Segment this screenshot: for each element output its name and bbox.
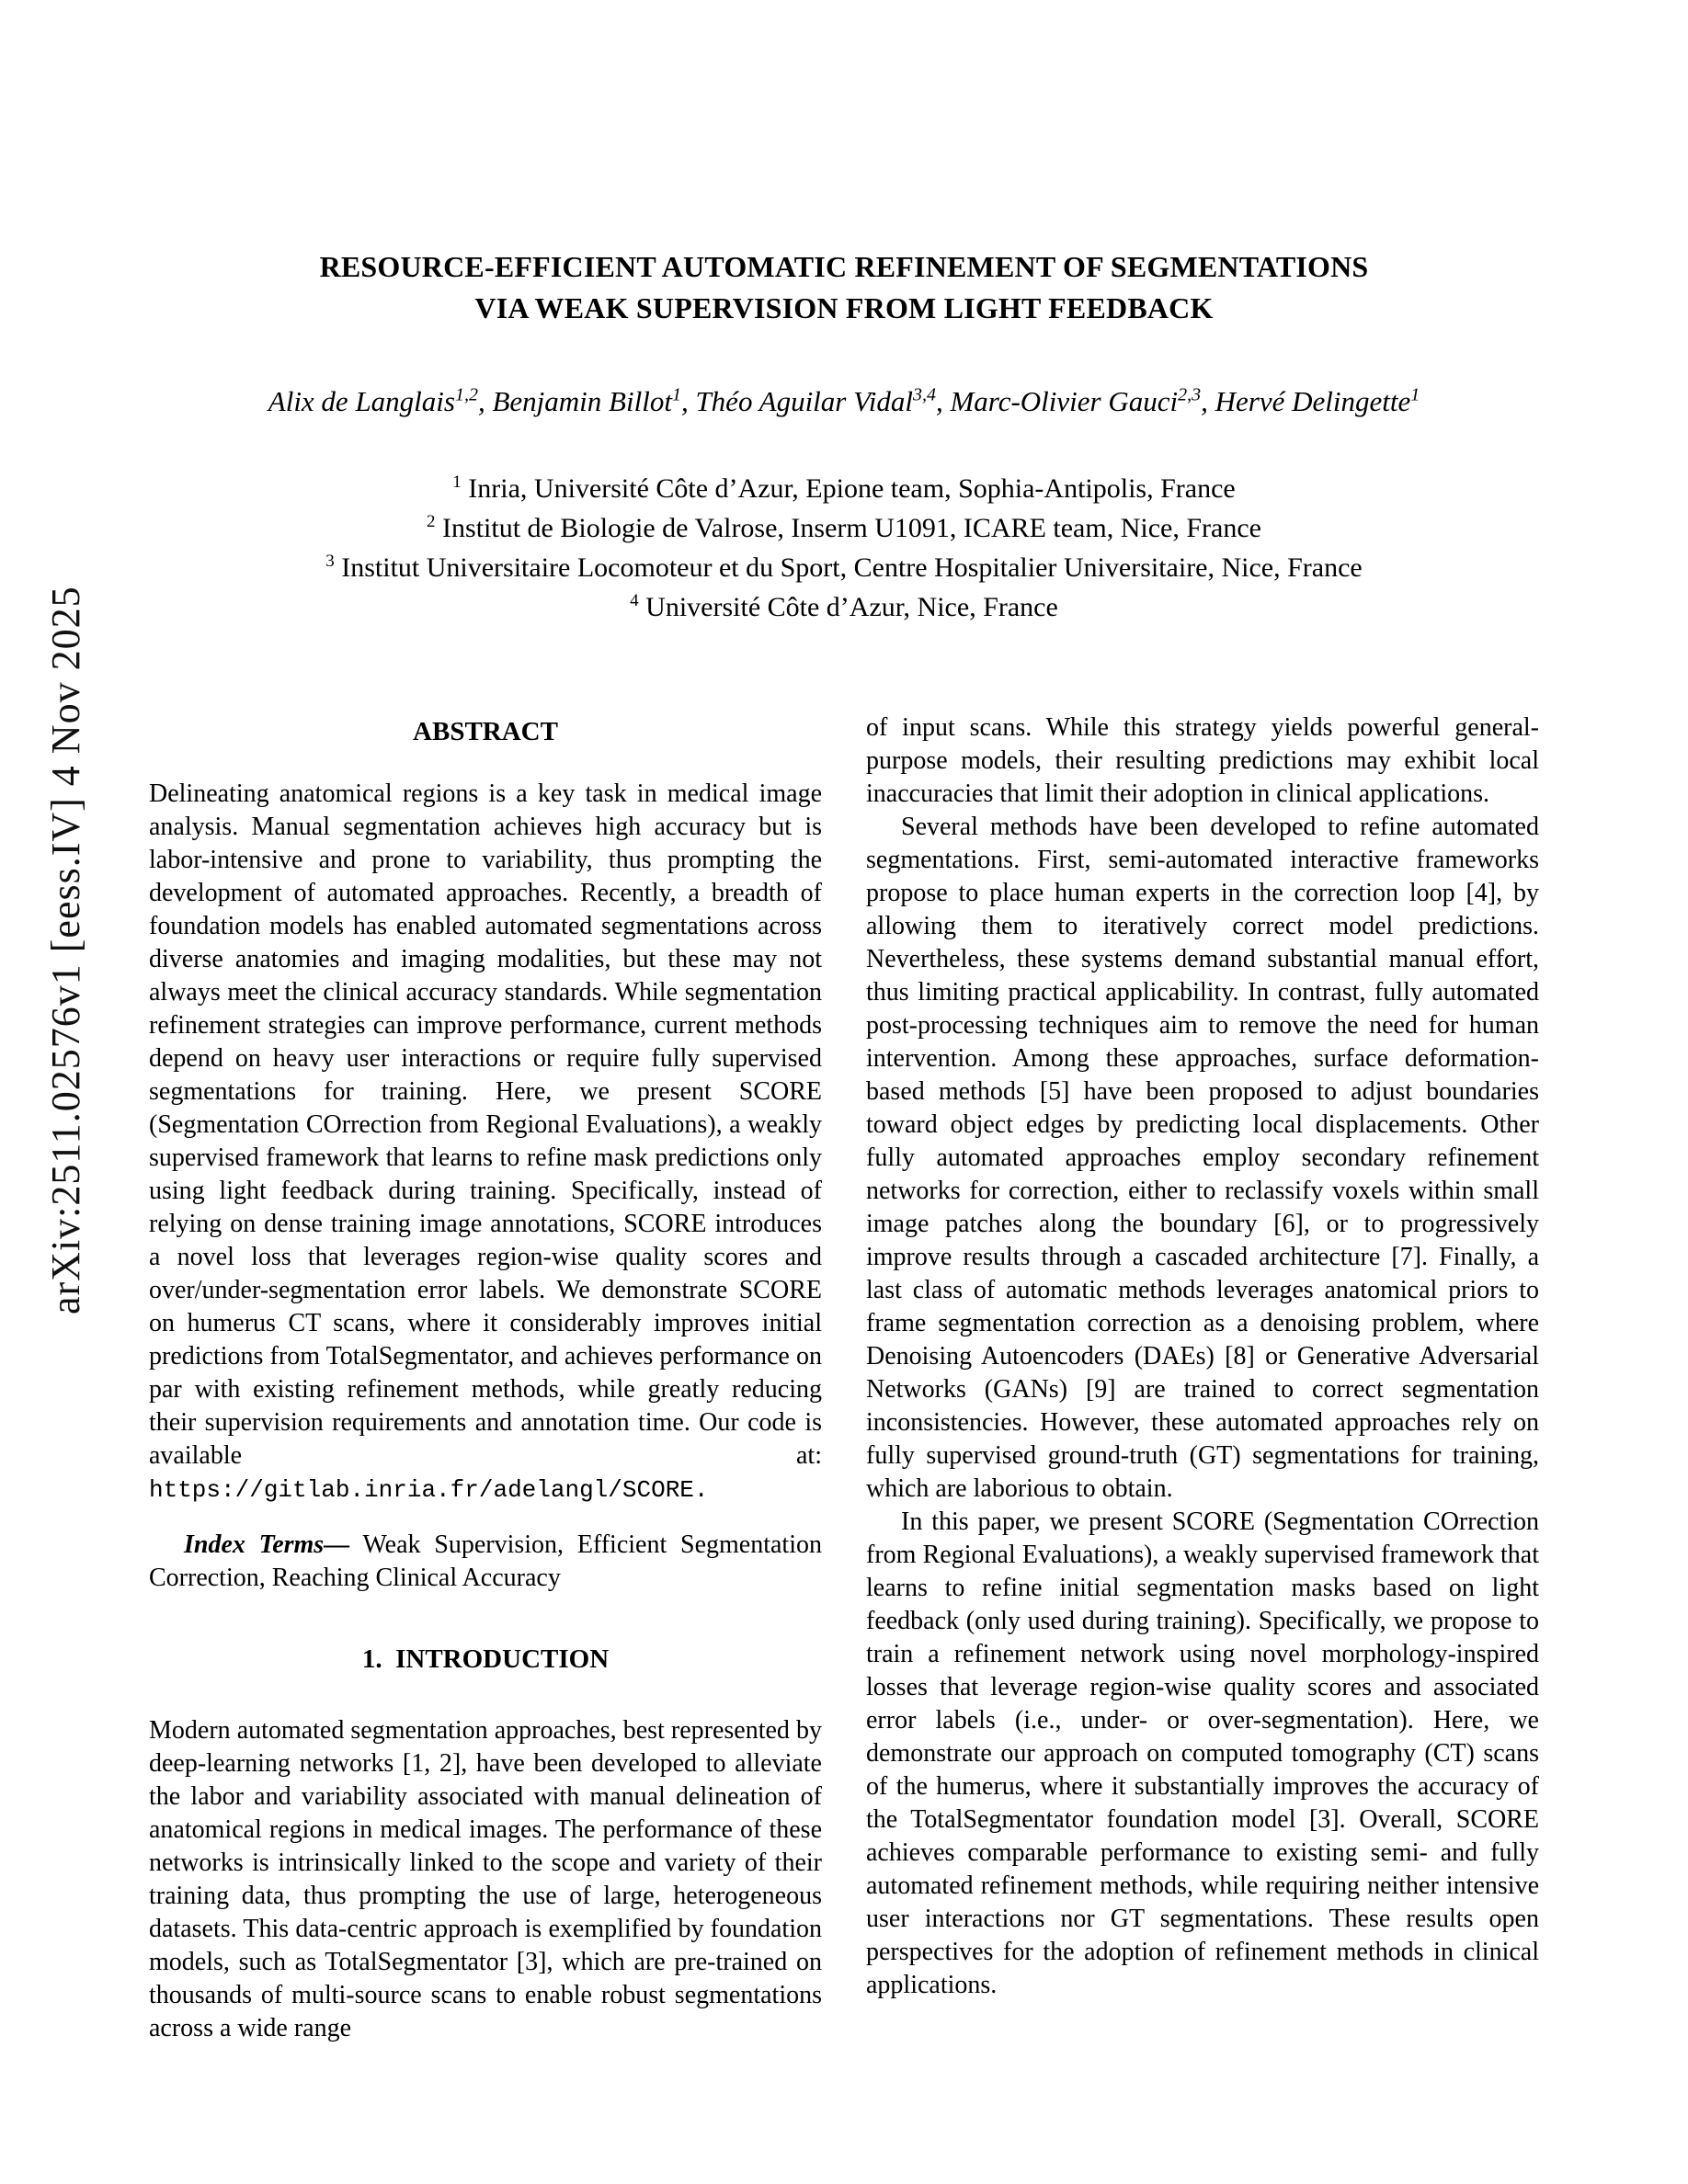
author-affiliation-marker: 1 <box>671 384 681 405</box>
author-separator: , <box>680 385 696 417</box>
right-paragraph-1: of input scans. While this strategy yields powerful general-purpose models, their resulting predictions may exhibit local inaccuracies that limit their adoption in clinical applications. <box>866 713 1539 808</box>
authors-line <box>0 384 1688 419</box>
intro-paragraph-1: Modern automated segmentation approaches, best represented by deep-learning networks [1, 2], have been developed to alleviate the labor and variability associated with manual delineation of anatomical regions in medical images. The performance of these networks is intrinsically linked to the scope and variety of their training data, thus prompting the use of large, heterogeneous datasets. This data-centric approach is exemplified by foundation models, such as TotalSegmentator [3], which are pre-trained on thousands of multi-source scans to enable robust segmentations across a wide range <box>149 1716 822 2042</box>
abstract-text <box>149 778 822 1507</box>
author-affiliation-marker: 3,4 <box>912 384 936 405</box>
author-name: Marc-Olivier Gauci <box>950 385 1179 417</box>
affiliation <box>0 548 1688 587</box>
author-name: Hervé Delingette <box>1215 385 1411 417</box>
author <box>950 385 1215 417</box>
index-terms <box>149 1529 822 1595</box>
left-column <box>149 711 822 2045</box>
paper-title-line2: VIA WEAK SUPERVISION FROM LIGHT FEEDBACK <box>474 291 1214 324</box>
affiliation-marker: 2 <box>427 512 436 531</box>
right-column <box>866 711 1539 2045</box>
author-name: Alix de Langlais <box>268 385 455 417</box>
author-affiliation-marker: 1 <box>1410 384 1420 405</box>
affiliation-marker: 1 <box>452 472 462 492</box>
introduction-heading: 1. INTRODUCTION <box>361 1644 610 1674</box>
abstract-body-text: Delineating anatomical regions is a key task in medical image analysis. Manual segmentation achieves high accuracy but is labor-intensive and prone to variability, thus prompting the development of automated approaches. Recently, a breadth of foundation models has enabled automated segmentations across diverse anatomies and imaging modalities, but these may not always meet the clinical accuracy standards. While segmentation refinement strategies can improve performance, current methods depend on heavy user interactions or require fully supervised segmentations for training. Here, we present SCORE (Segmentation COrrection from Regional Evaluations), a weakly supervised framework that learns to refine mask predictions only using light feedback during training. Specifically, instead of relying on dense training image annotations, SCORE introduces a novel loss that leverages region-wise quality scores and over/under-segmentation error labels. We demonstrate SCORE on humerus CT scans, where it considerably improves initial predictions from TotalSegmentator, and achieves performance on par with existing refinement methods, while greatly reducing their supervision requirements and annotation time. Our code is available at: <box>149 779 822 1470</box>
affiliation <box>0 469 1688 508</box>
two-column-body <box>0 627 1688 2045</box>
author-affiliation-marker: 2,3 <box>1178 384 1202 405</box>
affiliation-text: Université Côte d’Azur, Nice, France <box>638 592 1058 622</box>
abstract-heading: ABSTRACT <box>413 717 558 746</box>
paper-title-line1: RESOURCE-EFFICIENT AUTOMATIC REFINEMENT OF SEGMENTATIONS <box>319 250 1369 283</box>
affiliation-marker: 3 <box>325 552 335 571</box>
index-terms-label: Index Terms— <box>184 1530 350 1559</box>
author <box>1215 385 1420 417</box>
author-separator: , <box>477 385 493 417</box>
code-url-link[interactable]: https://gitlab.inria.fr/adelangl/SCORE. <box>149 1476 709 1504</box>
author-separator: , <box>935 385 951 417</box>
author <box>492 385 695 417</box>
affiliation-text: Institut de Biologie de Valrose, Inserm U1091, ICARE team, Nice, France <box>435 513 1261 543</box>
affiliation-marker: 4 <box>630 591 639 610</box>
right-paragraph-3: In this paper, we present SCORE (Segmentation COrrection from Regional Evaluations), a weakly supervised framework that learns to refine initial segmentation masks based on light feedback (only used during training). Specifically, we propose to train a refinement network using novel morphology-inspired losses that leverage region-wise quality scores and associated error labels (i.e., under- or over-segmentation). Here, we demonstrate our approach on computed tomography (CT) scans of the humerus, where it substantially improves the accuracy of the TotalSegmentator foundation model [3]. Overall, SCORE achieves comparable performance to existing semi- and fully automated refinement methods, while requiring neither intensive user interactions nor GT segmentations. These results open perspectives for the adoption of refinement methods in clinical applications. <box>866 1507 1539 1999</box>
right-paragraph-2: Several methods have been developed to refine automated segmentations. First, semi-automated interactive frameworks propose to place human experts in the correction loop [4], by allowing them to iteratively correct model predictions. Nevertheless, these systems demand substantial manual effort, thus limiting practical applicability. In contrast, fully automated post-processing techniques aim to remove the need for human intervention. Among these approaches, surface deformation-based methods [5] have been proposed to adjust boundaries toward object edges by predicting local displacements. Other fully automated approaches employ secondary refinement networks for correction, either to reclassify voxels within small image patches along the boundary [6], or to progressively improve results through a cascaded architecture [7]. Finally, a last class of automatic methods leverages anatomical priors to frame segmentation correction as a denoising problem, where Denoising Autoencoders (DAEs) [8] or Generative Adversarial Networks (GANs) [9] are trained to correct segmentation inconsistencies. However, these automated approaches rely on fully supervised ground-truth (GT) segmentations for training, which are laborious to obtain. <box>866 813 1539 1503</box>
author <box>695 385 950 417</box>
paper-header <box>0 0 1688 627</box>
paper-title <box>0 246 1688 329</box>
author-separator: , <box>1201 385 1215 417</box>
affiliation-text: Inria, Université Côte d’Azur, Epione team, Sophia-Antipolis, France <box>461 473 1236 504</box>
author-name: Théo Aguilar Vidal <box>695 385 913 417</box>
index-terms-text: Weak Supervision, Efficient Segmentation Correction, Reaching Clinical Accuracy <box>149 1530 822 1592</box>
affiliations-block <box>0 469 1688 627</box>
affiliation <box>0 587 1688 627</box>
author-name: Benjamin Billot <box>492 385 672 417</box>
affiliation-text: Institut Universitaire Locomoteur et du Sport, Centre Hospitalier Universitaire, Nice, France <box>334 552 1363 583</box>
author <box>268 385 493 417</box>
author-affiliation-marker: 1,2 <box>454 384 478 405</box>
affiliation <box>0 508 1688 548</box>
arxiv-watermark: arXiv:2511.02576v1 [eess.IV] 4 Nov 2025 <box>43 586 88 1314</box>
